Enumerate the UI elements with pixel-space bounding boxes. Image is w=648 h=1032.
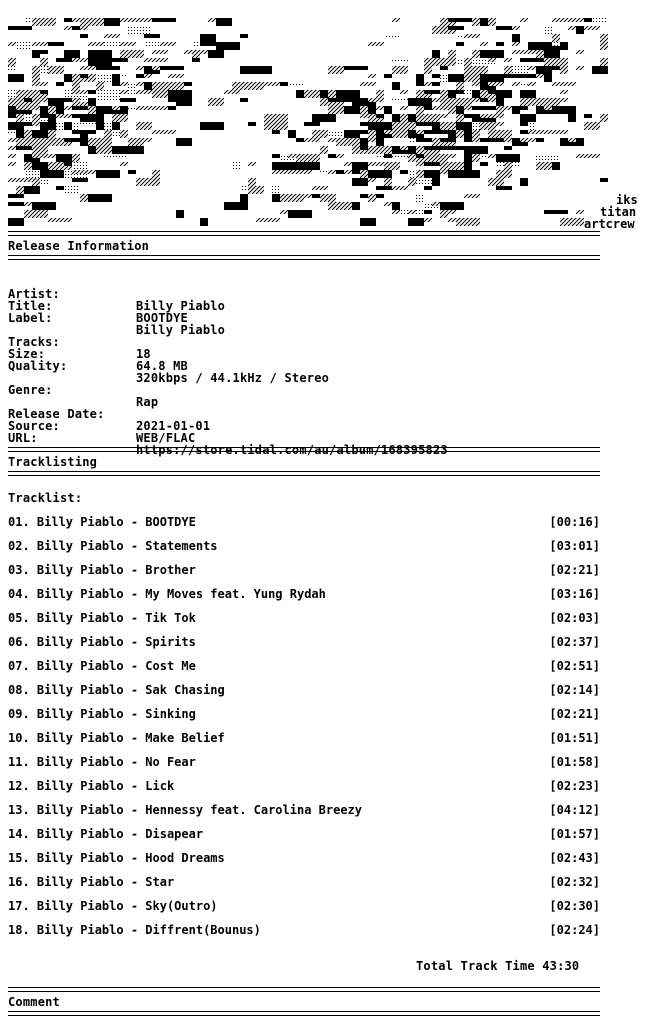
track-duration: [02:21] <box>549 707 600 721</box>
divider-rule <box>8 987 600 992</box>
track-duration: [03:16] <box>549 587 600 601</box>
info-label: Genre: <box>8 383 53 397</box>
track-duration: [02:30] <box>549 899 600 913</box>
info-label: Title: <box>8 299 53 313</box>
track-duration: [02:37] <box>549 635 600 649</box>
track-row <box>8 900 600 912</box>
track-title: 17. Billy Piablo - Sky(Outro) <box>8 899 218 913</box>
track-row <box>8 924 600 936</box>
track-duration: [03:01] <box>549 539 600 553</box>
track-row <box>8 756 600 768</box>
track-duration: [02:51] <box>549 659 600 673</box>
info-row-genre <box>8 372 608 409</box>
info-label: Release Date: <box>8 407 105 421</box>
track-row <box>8 708 600 720</box>
info-label: Label: <box>8 311 53 325</box>
info-value-title: BOOTDYE <box>136 311 188 325</box>
track-row <box>8 612 600 624</box>
track-title: 07. Billy Piablo - Cost Me <box>8 659 196 673</box>
divider-rule <box>8 471 600 476</box>
track-row <box>8 660 600 672</box>
track-duration: [01:51] <box>549 731 600 745</box>
divider-rule <box>8 1011 600 1016</box>
track-duration: [01:58] <box>549 755 600 769</box>
track-title: 03. Billy Piablo - Brother <box>8 563 196 577</box>
info-label: URL: <box>8 431 38 445</box>
track-duration: [02:21] <box>549 563 600 577</box>
track-row <box>8 804 600 816</box>
info-value-artist: Billy Piablo <box>136 299 226 313</box>
track-title: 14. Billy Piablo - Disapear <box>8 827 204 841</box>
divider-rule <box>8 255 600 260</box>
track-duration: [02:32] <box>549 875 600 889</box>
track-title: 04. Billy Piablo - My Moves feat. Yung Rydah <box>8 587 326 601</box>
track-title: 09. Billy Piablo - Sinking <box>8 707 196 721</box>
track-row <box>8 516 600 528</box>
track-title: 18. Billy Piablo - Diffrent(Bounus) <box>8 923 261 937</box>
track-title: 16. Billy Piablo - Star <box>8 875 175 889</box>
track-row <box>8 876 600 888</box>
track-duration: [02:03] <box>549 611 600 625</box>
track-duration: [04:12] <box>549 803 600 817</box>
divider-rule <box>8 447 600 452</box>
track-duration: [02:24] <box>549 923 600 937</box>
info-value-genre: Rap <box>136 395 159 409</box>
track-duration: [01:57] <box>549 827 600 841</box>
total-track-time: Total Track Time 43:30 <box>416 959 580 973</box>
info-value-source: WEB/FLAC <box>136 431 196 445</box>
track-title: 15. Billy Piablo - Hood Dreams <box>8 851 225 865</box>
track-title: 10. Billy Piablo - Make Belief <box>8 731 225 745</box>
section-heading-release-info: Release Information <box>8 239 150 253</box>
info-label: Source: <box>8 419 60 433</box>
info-value-tracks: 18 <box>136 347 151 361</box>
credit-line-2: titan <box>600 205 637 219</box>
track-title: 01. Billy Piablo - BOOTDYE <box>8 515 196 529</box>
track-row <box>8 588 600 600</box>
section-heading-tracklisting: Tracklisting <box>8 455 98 469</box>
track-row <box>8 732 600 744</box>
info-label: Tracks: <box>8 335 60 349</box>
info-value-url: https://store.tidal.com/au/album/168395823 <box>136 443 448 457</box>
info-label: Quality: <box>8 359 68 373</box>
track-row <box>8 828 600 840</box>
info-value-size: 64.8 MB <box>136 359 188 373</box>
track-title: 12. Billy Piablo - Lick <box>8 779 175 793</box>
track-title: 02. Billy Piablo - Statements <box>8 539 218 553</box>
credit-line-3: artcrew <box>584 217 635 231</box>
info-label: Size: <box>8 347 46 361</box>
info-value-label: Billy Piablo <box>136 323 226 337</box>
track-title: 06. Billy Piablo - Spirits <box>8 635 196 649</box>
track-title: 05. Billy Piablo - Tik Tok <box>8 611 196 625</box>
track-duration: [02:14] <box>549 683 600 697</box>
ascii-art-logo <box>8 18 608 230</box>
track-row <box>8 540 600 552</box>
track-duration: [02:43] <box>549 851 600 865</box>
track-row <box>8 684 600 696</box>
divider-rule <box>8 231 600 236</box>
track-duration: [00:16] <box>549 515 600 529</box>
track-row <box>8 636 600 648</box>
section-heading-comment: Comment <box>8 995 60 1009</box>
info-label: Artist: <box>8 287 60 301</box>
track-row <box>8 564 600 576</box>
track-row <box>8 780 600 792</box>
track-title: 11. Billy Piablo - No Fear <box>8 755 196 769</box>
tracklist-heading: Tracklist: <box>8 491 83 505</box>
track-title: 13. Billy Piablo - Hennessy feat. Carolina Breezy <box>8 803 363 817</box>
credit-line-1: iks <box>616 193 638 207</box>
track-duration: [02:23] <box>549 779 600 793</box>
info-value-quality: 320kbps / 44.1kHz / Stereo <box>136 371 330 385</box>
track-row <box>8 852 600 864</box>
info-value-release-date: 2021-01-01 <box>136 419 211 433</box>
track-title: 08. Billy Piablo - Sak Chasing <box>8 683 225 697</box>
